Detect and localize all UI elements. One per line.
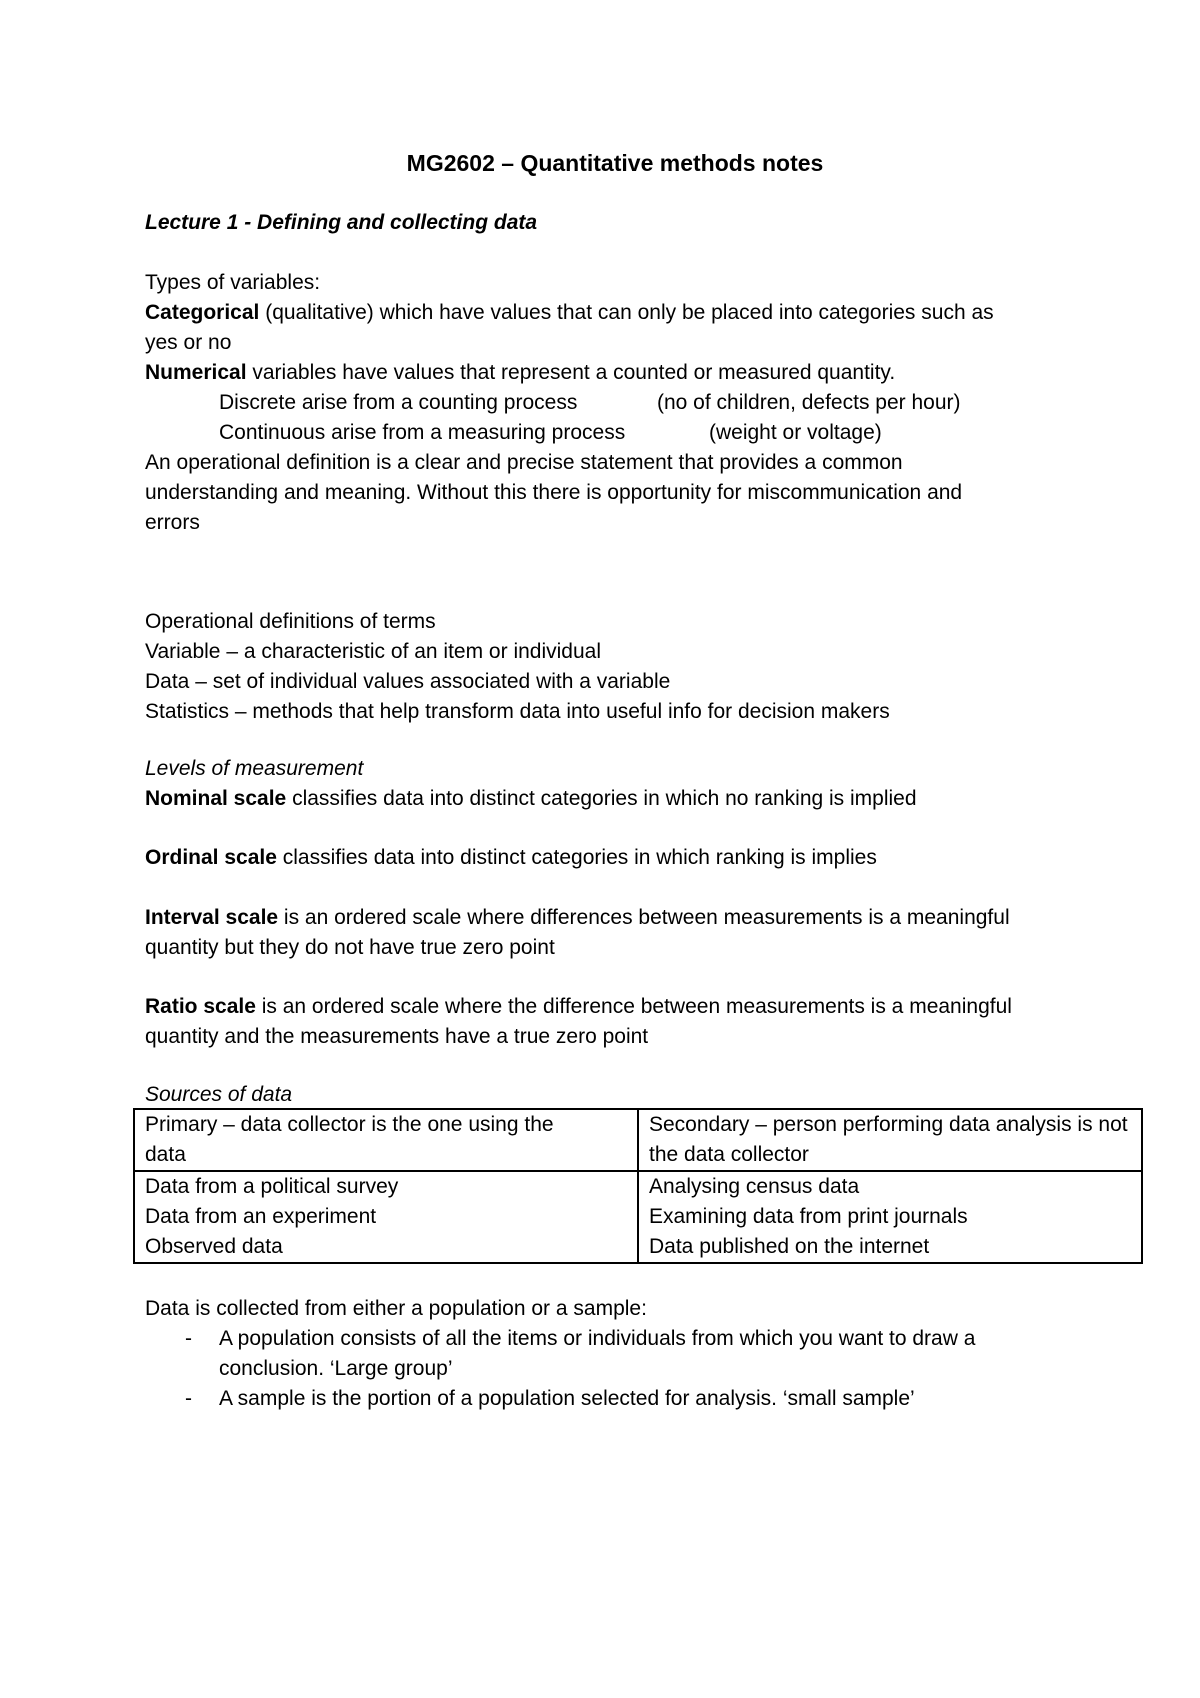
population-intro: Data is collected from either a population or a sample: — [145, 1297, 647, 1320]
operational-definition-paragraph — [145, 448, 1145, 538]
bullet1-line-1: A population consists of all the items or individuals from which you want to draw a — [219, 1327, 976, 1350]
table-header-row — [134, 1109, 1142, 1171]
operational-line-1: An operational definition is a clear and precise statement that provides a common — [145, 451, 903, 474]
ordinal-line — [145, 843, 1145, 873]
bullet-text — [219, 1324, 1119, 1384]
lecture-heading-block — [145, 208, 1145, 238]
numerical-desc: variables have values that represent a counted or measured quantity. — [246, 361, 896, 384]
levels-heading: Levels of measurement — [145, 757, 364, 780]
ordinal-paragraph — [145, 843, 1145, 873]
interval-paragraph — [145, 903, 1145, 963]
term-data: Data – set of individual values associated with a variable — [145, 670, 671, 693]
secondary-header-cell — [638, 1109, 1142, 1171]
interval-line-1 — [145, 903, 1145, 933]
numerical-line — [145, 358, 1145, 388]
term-statistics: Statistics – methods that help transform data into useful info for decision makers — [145, 700, 890, 723]
secondary-items-cell — [638, 1171, 1142, 1263]
interval-term: Interval scale — [145, 906, 279, 929]
nominal-term: Nominal scale — [145, 787, 287, 810]
list-item — [145, 1384, 1145, 1414]
discrete-line — [145, 388, 1145, 418]
continuous-line — [145, 418, 1145, 448]
bullet-dash: - — [185, 1387, 192, 1410]
document-title: MG2602 – Quantitative methods notes — [406, 150, 824, 176]
operational-line-3: errors — [145, 511, 200, 534]
bullet-dash: - — [185, 1327, 192, 1350]
table-row — [134, 1171, 1142, 1263]
term-variable: Variable – a characteristic of an item or individual — [145, 640, 602, 663]
primary-item: Observed data — [145, 1235, 283, 1258]
categorical-term: Categorical — [145, 301, 260, 324]
sources-heading: Sources of data — [145, 1083, 293, 1106]
bullet-text — [219, 1384, 1119, 1414]
types-heading: Types of variables: — [145, 271, 321, 294]
lecture-heading: Lecture 1 - Defining and collecting data — [145, 211, 538, 234]
secondary-header-line-2: the data collector — [649, 1143, 809, 1166]
primary-header-line-1: Primary – data collector is the one using the — [145, 1113, 554, 1136]
types-of-variables-section — [145, 268, 1145, 448]
terms-section — [145, 607, 1145, 727]
levels-section — [145, 754, 1145, 814]
secondary-header-line-1: Secondary – person performing data analysis is not — [649, 1113, 1128, 1136]
discrete-text: Discrete arise from a counting process — [219, 391, 578, 414]
ratio-desc: is an ordered scale where the difference between measurements is a meaningful — [255, 995, 1012, 1018]
primary-item: Data from a political survey — [145, 1175, 399, 1198]
primary-header-cell — [134, 1109, 638, 1171]
continuous-text: Continuous arise from a measuring process — [219, 421, 626, 444]
bullet2-line: A sample is the portion of a population selected for analysis. ‘small sample’ — [219, 1387, 915, 1410]
population-section — [145, 1294, 1145, 1414]
primary-header-line-2: data — [145, 1143, 186, 1166]
interval-desc: is an ordered scale where differences between measurements is a meaningful — [278, 906, 1010, 929]
bullet1-line-2: conclusion. ‘Large group’ — [219, 1357, 453, 1380]
sources-table — [133, 1108, 1143, 1264]
sources-heading-block — [145, 1080, 1145, 1110]
operational-line-2: understanding and meaning. Without this there is opportunity for miscommunication and — [145, 481, 963, 504]
continuous-example: (weight or voltage) — [709, 421, 882, 444]
categorical-desc: (qualitative) which have values that can only be placed into categories such as — [259, 301, 994, 324]
nominal-desc: classifies data into distinct categories in which no ranking is implied — [286, 787, 917, 810]
ratio-line-1 — [145, 992, 1145, 1022]
ratio-line-2: quantity and the measurements have a true zero point — [145, 1025, 649, 1048]
secondary-item: Analysing census data — [649, 1175, 860, 1198]
categorical-line-1 — [145, 298, 1145, 328]
nominal-line — [145, 784, 1145, 814]
ratio-term: Ratio scale — [145, 995, 256, 1018]
interval-line-2: quantity but they do not have true zero point — [145, 936, 555, 959]
terms-heading: Operational definitions of terms — [145, 610, 436, 633]
primary-items-cell — [134, 1171, 638, 1263]
numerical-term: Numerical — [145, 361, 247, 384]
secondary-item: Data published on the internet — [649, 1235, 930, 1258]
list-item — [145, 1324, 1145, 1384]
ratio-paragraph — [145, 992, 1145, 1052]
primary-item: Data from an experiment — [145, 1205, 377, 1228]
ordinal-desc: classifies data into distinct categories in which ranking is implies — [276, 846, 877, 869]
ordinal-term: Ordinal scale — [145, 846, 277, 869]
categorical-line-2: yes or no — [145, 331, 232, 354]
discrete-example: (no of children, defects per hour) — [657, 391, 961, 414]
secondary-item: Examining data from print journals — [649, 1205, 968, 1228]
